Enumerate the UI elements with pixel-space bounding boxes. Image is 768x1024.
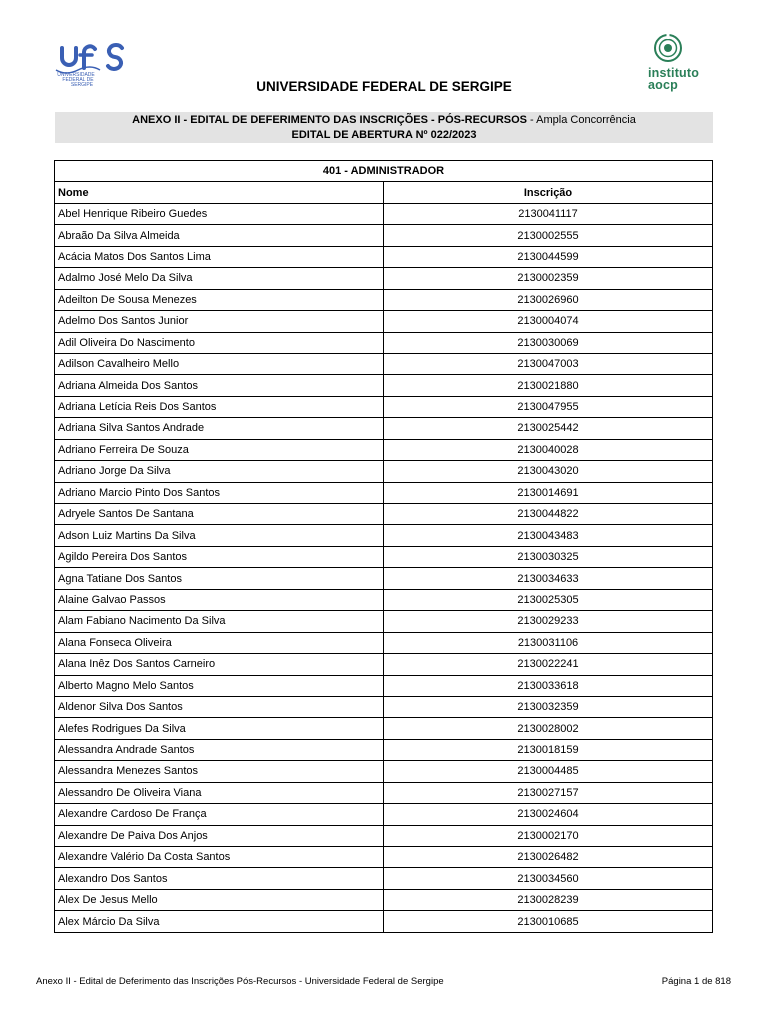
row-inscricao: 2130031106	[384, 632, 713, 653]
row-nome: Adriano Marcio Pinto Dos Santos	[55, 482, 384, 503]
row-inscricao: 2130002555	[384, 225, 713, 246]
row-inscricao: 2130002170	[384, 825, 713, 846]
table-row	[55, 482, 713, 503]
column-header-inscricao: Inscrição	[384, 182, 713, 203]
row-inscricao: 2130029233	[384, 611, 713, 632]
footer-text: Anexo II - Edital de Deferimento das Inscrições Pós-Recursos - Universidade Federal de Sergipe	[36, 976, 444, 987]
row-inscricao: 2130004074	[384, 311, 713, 332]
table-row	[55, 696, 713, 717]
header-row	[55, 182, 713, 203]
table-row	[55, 375, 713, 396]
table-row	[55, 203, 713, 224]
table-row	[55, 739, 713, 760]
annex-title-normal: - Ampla Concorrência	[527, 114, 636, 126]
row-inscricao: 2130010685	[384, 911, 713, 932]
row-inscricao: 2130028002	[384, 718, 713, 739]
row-inscricao: 2130041117	[384, 203, 713, 224]
inscricoes-table	[54, 160, 713, 933]
row-inscricao: 2130022241	[384, 654, 713, 675]
table-row	[55, 654, 713, 675]
row-nome: Alex Márcio Da Silva	[55, 911, 384, 932]
row-inscricao: 2130043483	[384, 525, 713, 546]
column-header-nome: Nome	[55, 182, 384, 203]
section-row	[55, 161, 713, 182]
table-row	[55, 568, 713, 589]
row-inscricao: 2130034560	[384, 868, 713, 889]
table-row	[55, 675, 713, 696]
row-nome: Alexandro Dos Santos	[55, 868, 384, 889]
svg-text:UNIVERSIDADE: UNIVERSIDADE	[57, 72, 95, 78]
row-nome: Alessandra Menezes Santos	[55, 761, 384, 782]
row-nome: Adson Luiz Martins Da Silva	[55, 525, 384, 546]
row-inscricao: 2130032359	[384, 696, 713, 717]
row-inscricao: 2130026960	[384, 289, 713, 310]
row-inscricao: 2130040028	[384, 439, 713, 460]
row-nome: Alexandre Valério Da Costa Santos	[55, 847, 384, 868]
table-row	[55, 718, 713, 739]
row-nome: Acácia Matos Dos Santos Lima	[55, 246, 384, 267]
row-inscricao: 2130030325	[384, 546, 713, 567]
table-row	[55, 246, 713, 267]
row-inscricao: 2130034633	[384, 568, 713, 589]
row-inscricao: 2130043020	[384, 461, 713, 482]
svg-text:SERGIPE: SERGIPE	[70, 82, 94, 88]
annex-header	[55, 112, 713, 143]
row-nome: Alefes Rodrigues Da Silva	[55, 718, 384, 739]
row-nome: Abel Henrique Ribeiro Guedes	[55, 203, 384, 224]
annex-title-bold: ANEXO II - EDITAL DE DEFERIMENTO DAS INSCRIÇÕES - PÓS-RECURSOS	[132, 114, 527, 126]
row-nome: Alana Fonseca Oliveira	[55, 632, 384, 653]
table-row	[55, 439, 713, 460]
row-inscricao: 2130021880	[384, 375, 713, 396]
row-nome: Agna Tatiane Dos Santos	[55, 568, 384, 589]
table-row	[55, 225, 713, 246]
row-nome: Adil Oliveira Do Nascimento	[55, 332, 384, 353]
row-inscricao: 2130026482	[384, 847, 713, 868]
row-nome: Aldenor Silva Dos Santos	[55, 696, 384, 717]
row-nome: Adriana Silva Santos Andrade	[55, 418, 384, 439]
table-row	[55, 804, 713, 825]
row-nome: Alessandra Andrade Santos	[55, 739, 384, 760]
row-nome: Adriana Letícia Reis Dos Santos	[55, 396, 384, 417]
row-nome: Adalmo José Melo Da Silva	[55, 268, 384, 289]
row-inscricao: 2130025442	[384, 418, 713, 439]
row-inscricao: 2130025305	[384, 589, 713, 610]
row-inscricao: 2130002359	[384, 268, 713, 289]
page-number: Página 1 de 818	[661, 976, 731, 987]
table-row	[55, 268, 713, 289]
row-nome: Alessandro De Oliveira Viana	[55, 782, 384, 803]
row-nome: Alberto Magno Melo Santos	[55, 675, 384, 696]
table-row	[55, 461, 713, 482]
table-row	[55, 847, 713, 868]
row-inscricao: 2130018159	[384, 739, 713, 760]
row-nome: Adriano Jorge Da Silva	[55, 461, 384, 482]
row-inscricao: 2130004485	[384, 761, 713, 782]
edital-number: EDITAL DE ABERTURA Nº 022/2023	[291, 128, 477, 141]
table-row	[55, 825, 713, 846]
row-nome: Adriano Ferreira De Souza	[55, 439, 384, 460]
row-inscricao: 2130047003	[384, 353, 713, 374]
row-inscricao: 2130044599	[384, 246, 713, 267]
table-row	[55, 889, 713, 910]
annex-title	[55, 113, 713, 128]
row-nome: Alexandre Cardoso De França	[55, 804, 384, 825]
row-nome: Adilson Cavalheiro Mello	[55, 353, 384, 374]
row-inscricao: 2130027157	[384, 782, 713, 803]
row-nome: Alana Inêz Dos Santos Carneiro	[55, 654, 384, 675]
row-nome: Adryele Santos De Santana	[55, 504, 384, 525]
row-inscricao: 2130014691	[384, 482, 713, 503]
table-body	[55, 203, 713, 932]
table-row	[55, 396, 713, 417]
row-inscricao: 2130044822	[384, 504, 713, 525]
row-inscricao: 2130047955	[384, 396, 713, 417]
row-inscricao: 2130024604	[384, 804, 713, 825]
table-row	[55, 289, 713, 310]
row-nome: Adeilton De Sousa Menezes	[55, 289, 384, 310]
row-nome: Agildo Pereira Dos Santos	[55, 546, 384, 567]
row-nome: Alam Fabiano Nacimento Da Silva	[55, 611, 384, 632]
table-row	[55, 504, 713, 525]
table-row	[55, 911, 713, 932]
university-title: UNIVERSIDADE FEDERAL DE SERGIPE	[256, 79, 512, 94]
table-row	[55, 589, 713, 610]
table-row	[55, 418, 713, 439]
section-title: 401 - ADMINISTRADOR	[55, 161, 713, 182]
row-nome: Alex De Jesus Mello	[55, 889, 384, 910]
svg-text:FEDERAL DE: FEDERAL DE	[62, 77, 94, 83]
table-row	[55, 546, 713, 567]
table-row	[55, 525, 713, 546]
row-inscricao: 2130033618	[384, 675, 713, 696]
table-row	[55, 761, 713, 782]
table-row	[55, 782, 713, 803]
table-row	[55, 311, 713, 332]
row-inscricao: 2130028239	[384, 889, 713, 910]
table-row	[55, 332, 713, 353]
table-row	[55, 868, 713, 889]
row-nome: Adriana Almeida Dos Santos	[55, 375, 384, 396]
row-nome: Alexandre De Paiva Dos Anjos	[55, 825, 384, 846]
table-row	[55, 353, 713, 374]
row-nome: Adelmo Dos Santos Junior	[55, 311, 384, 332]
row-nome: Abraão Da Silva Almeida	[55, 225, 384, 246]
aocp-wordmark: instituto aocp	[648, 66, 700, 92]
row-inscricao: 2130030069	[384, 332, 713, 353]
table-row	[55, 611, 713, 632]
row-nome: Alaine Galvao Passos	[55, 589, 384, 610]
table-row	[55, 632, 713, 653]
